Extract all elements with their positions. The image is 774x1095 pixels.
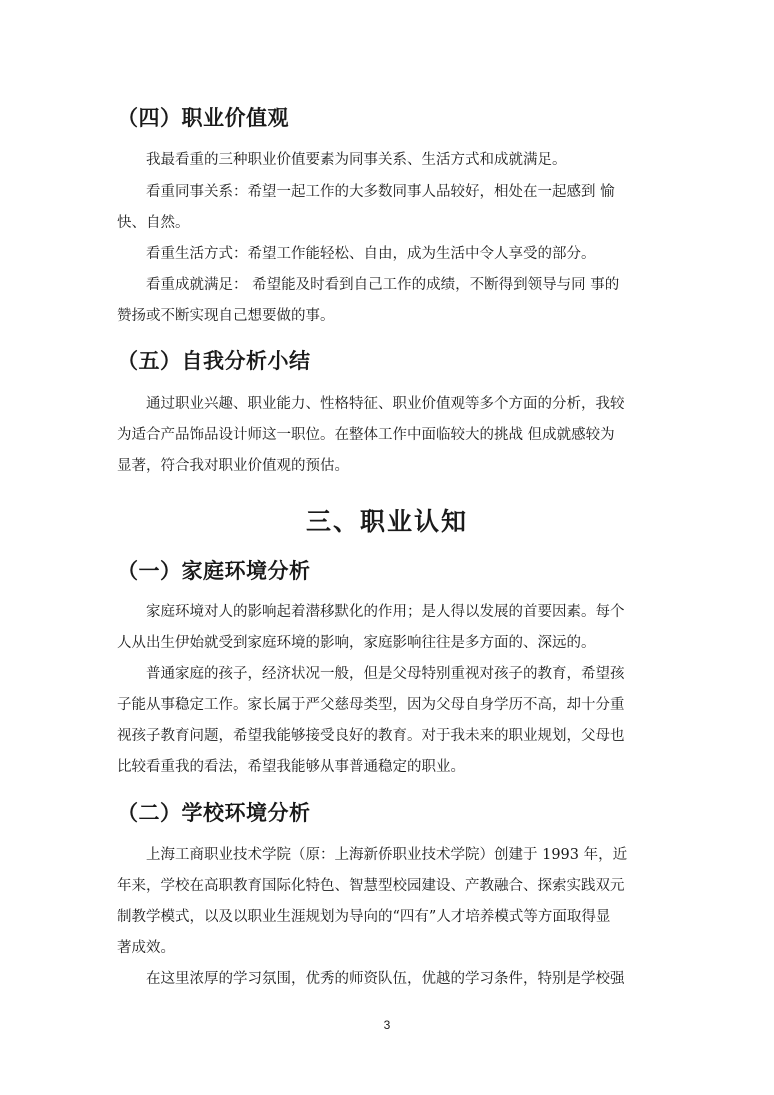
paragraph-line: 看重同事关系：希望一起工作的大多数同事人品较好，相处在一起感到 愉 (146, 184, 615, 200)
paragraph-line: 视孩子教育问题，希望我能够接受良好的教育。对于我未来的职业规划，父母也 (117, 728, 625, 744)
paragraph-line: 赞扬或不断实现自己想要做的事。 (117, 308, 335, 324)
paragraph-line: 通过职业兴趣、职业能力、性格特征、职业价值观等多个方面的分析，我较 (146, 396, 625, 412)
paragraph-line: 上海工商职业技术学院（原：上海新侨职业技术学院）创建于 1993 年，近 (146, 847, 628, 863)
chapter-title: 三、职业认知 (305, 507, 468, 536)
paragraph-line: 家庭环境对人的影响起着潜移默化的作用；是人得以发展的首要因素。每个 (146, 604, 625, 620)
paragraph-line: 显著，符合我对职业价值观的预估。 (117, 458, 349, 474)
section-heading-self-analysis: （五）自我分析小结 (117, 349, 311, 373)
paragraph-line: 快、自然。 (117, 215, 190, 231)
paragraph-line: 为适合产品饰品设计师这一职位。在整体工作中面临较大的挑战 但成就感较为 (117, 427, 615, 443)
section-heading-school: （二）学校环境分析 (117, 801, 311, 825)
paragraph-line: 比较看重我的看法，希望我能够从事普通稳定的职业。 (117, 759, 465, 775)
paragraph-line: 制教学模式，以及以职业生涯规划为导向的“四有”人才培养模式等方面取得显 (117, 909, 611, 925)
page-number: 3 (383, 1018, 391, 1032)
section-heading-values: （四）职业价值观 (117, 106, 289, 130)
paragraph-line: 看重生活方式：希望工作能轻松、自由，成为生活中令人享受的部分。 (146, 246, 596, 262)
paragraph-line: 著成效。 (117, 940, 175, 956)
section-heading-family: （一）家庭环境分析 (117, 559, 311, 583)
paragraph-line: 普通家庭的孩子，经济状况一般，但是父母特别重视对孩子的教育，希望孩 (146, 666, 625, 682)
paragraph-line: 看重成就满足： 希望能及时看到自己工作的成绩，不断得到领导与同 事的 (146, 277, 620, 293)
paragraph-line: 年来，学校在高职教育国际化特色、智慧型校园建设、产教融合、探索实践双元 (117, 878, 625, 894)
paragraph-line: 在这里浓厚的学习氛围，优秀的师资队伍，优越的学习条件，特别是学校强 (146, 971, 625, 987)
paragraph-line: 子能从事稳定工作。家长属于严父慈母类型，因为父母自身学历不高，却十分重 (117, 697, 625, 713)
paragraph-line: 我最看重的三种职业价值要素为同事关系、生活方式和成就满足。 (146, 152, 567, 168)
paragraph-line: 人从出生伊始就受到家庭环境的影响，家庭影响往往是多方面的、深远的。 (117, 635, 596, 651)
